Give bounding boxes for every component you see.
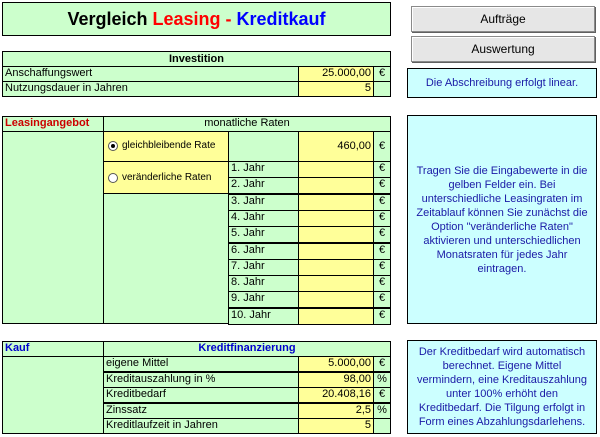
kauf-left-column [2, 356, 104, 434]
kauf-row-label: Zinssatz [103, 403, 299, 419]
kauf-row-value[interactable]: 5.000,00 [298, 356, 374, 372]
title-text-dash: - [220, 9, 237, 29]
year-rate-unit: € [373, 210, 391, 227]
page-title [2, 2, 391, 36]
year-rate-input[interactable] [298, 243, 374, 260]
nutzungsdauer-input[interactable]: 5 [298, 81, 374, 97]
fixed-rate-spacer [228, 131, 299, 162]
variable-rate-label: veränderliche Raten [122, 172, 212, 183]
leasingangebot-heading: Leasingangebot [2, 116, 104, 132]
kauf-row-unit: € [373, 387, 391, 403]
year-label: 2. Jahr [228, 177, 299, 194]
year-rate-input[interactable] [298, 210, 374, 227]
kauf-row-unit: % [373, 403, 391, 419]
variable-rate-radio[interactable] [108, 172, 212, 183]
fixed-rate-label: gleichbleibende Rate [122, 140, 216, 151]
kauf-row-value[interactable]: 20.408,16 [298, 387, 374, 403]
year-rate-unit: € [373, 194, 391, 211]
monatliche-raten-heading: monatliche Raten [103, 116, 391, 132]
auswertung-button[interactable]: Auswertung [411, 36, 595, 62]
anschaffungswert-unit: € [373, 66, 391, 82]
year-rate-input[interactable] [298, 275, 374, 292]
title-text-leasing: Leasing [152, 9, 221, 29]
year-rate-input[interactable] [298, 161, 374, 178]
kreditfinanzierung-heading: Kreditfinanzierung [103, 341, 391, 357]
kauf-row-value[interactable]: 2,5 [298, 403, 374, 419]
year-label: 8. Jahr [228, 275, 299, 292]
year-rate-input[interactable] [298, 177, 374, 194]
year-rate-input[interactable] [298, 291, 374, 308]
kauf-row-label: Kreditbedarf [103, 387, 299, 403]
kauf-row-value[interactable]: 5 [298, 418, 374, 434]
radio-unselected-icon [108, 173, 118, 183]
year-rate-unit: € [373, 275, 391, 292]
year-label: 4. Jahr [228, 210, 299, 227]
year-rate-input[interactable] [298, 194, 374, 211]
anschaffungswert-input[interactable]: 25.000,00 [298, 66, 374, 82]
year-label: 6. Jahr [228, 243, 299, 260]
year-label: 9. Jahr [228, 291, 299, 308]
fixed-rate-radio[interactable] [108, 140, 215, 151]
radio-selected-icon [108, 141, 118, 151]
year-label: 3. Jahr [228, 194, 299, 211]
leasing-info: Tragen Sie die Eingabewerte in die gelben Felder ein. Bei unterschiedliche Leasingraten im Zeitablauf können Sie zunächst die Option "veränderliche Raten" aktivieren und unterschiedlichen Monatsraten für jedes Jahr eintragen. [407, 115, 597, 324]
year-rate-unit: € [373, 177, 391, 194]
kauf-row-label: eigene Mittel [103, 356, 299, 372]
kredit-info: Der Kreditbedarf wird automatisch berechnet. Eigene Mittel vermindern, eine Kreditauszahlung unter 100% erhöht den Kreditbedarf. Die Tilgung erfolgt in Form eines Abzahlungsdarlehens. [407, 340, 597, 434]
year-rate-input[interactable] [298, 259, 374, 276]
title-text-1: Vergleich [67, 9, 153, 29]
abschreibung-info: Die Abschreibung erfolgt linear. [407, 68, 597, 98]
year-label: 7. Jahr [228, 259, 299, 276]
year-rate-unit: € [373, 259, 391, 276]
year-label: 10. Jahr [228, 308, 299, 325]
investition-heading: Investition [2, 51, 391, 67]
kauf-row-unit: % [373, 372, 391, 388]
leasing-mid-column [103, 193, 229, 324]
nutzungsdauer-label: Nutzungsdauer in Jahren [2, 81, 299, 97]
year-rate-input[interactable] [298, 308, 374, 325]
leasing-left-column [2, 131, 104, 324]
kauf-row-label: Kreditauszahlung in % [103, 372, 299, 388]
kauf-heading: Kauf [2, 341, 104, 357]
kauf-row-label: Kreditlaufzeit in Jahren [103, 418, 299, 434]
anschaffungswert-label: Anschaffungswert [2, 66, 299, 82]
year-label: 5. Jahr [228, 226, 299, 243]
year-rate-unit: € [373, 308, 391, 325]
kauf-row-value[interactable]: 98,00 [298, 372, 374, 388]
year-rate-unit: € [373, 161, 391, 178]
kauf-row-unit: € [373, 356, 391, 372]
fixed-rate-input[interactable]: 460,00 [298, 131, 374, 162]
fixed-rate-unit: € [373, 131, 391, 162]
year-rate-input[interactable] [298, 226, 374, 243]
nutzungsdauer-unit [373, 81, 391, 97]
year-rate-unit: € [373, 291, 391, 308]
auftraege-button[interactable]: Aufträge [411, 6, 595, 32]
year-rate-unit: € [373, 243, 391, 260]
year-rate-unit: € [373, 226, 391, 243]
title-text-kreditkauf: Kreditkauf [236, 9, 326, 29]
kauf-row-unit [373, 418, 391, 434]
year-label: 1. Jahr [228, 161, 299, 178]
